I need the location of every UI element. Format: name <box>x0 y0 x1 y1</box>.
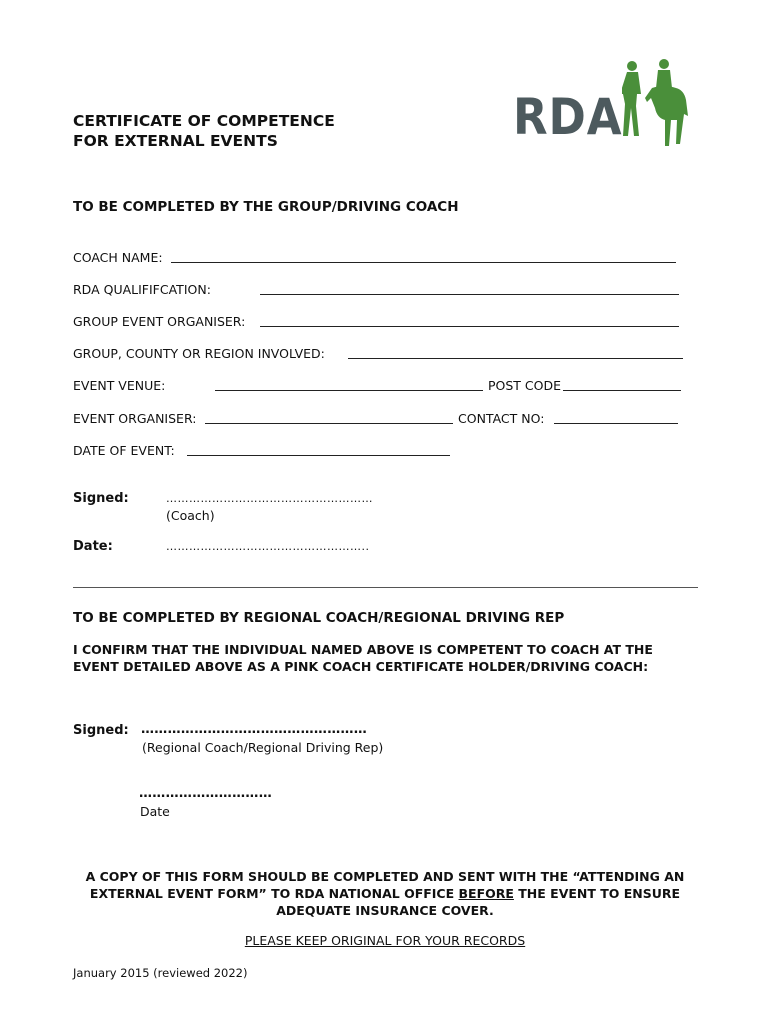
section2-heading: TO BE COMPLETED BY REGIONAL COACH/REGIONAL DRIVING REP <box>73 610 565 626</box>
coach-date-label: Date: <box>73 539 113 554</box>
event-venue-label: EVENT VENUE: <box>73 378 166 393</box>
insurance-notice <box>60 868 710 919</box>
event-organiser-field[interactable] <box>205 423 453 424</box>
regional-date-field[interactable]: ………………………… <box>139 786 272 801</box>
section1-heading: TO BE COMPLETED BY THE GROUP/DRIVING COACH <box>73 199 459 215</box>
date-of-event-field[interactable] <box>187 455 450 456</box>
regional-signed-label: Signed: <box>73 723 129 738</box>
notice-line-1: A COPY OF THIS FORM SHOULD BE COMPLETED AND SENT WITH THE “ATTENDING AN <box>85 869 685 884</box>
group-event-organiser-label: GROUP EVENT ORGANISER: <box>73 314 246 329</box>
coach-signature-field[interactable]: ……………………………………………… <box>166 492 373 505</box>
date-of-event-label: DATE OF EVENT: <box>73 443 175 458</box>
notice-line-2 <box>60 885 710 902</box>
notice-line-3: ADEQUATE INSURANCE COVER. <box>276 903 494 918</box>
section-divider <box>73 587 698 588</box>
contact-no-label: CONTACT NO: <box>458 411 545 426</box>
coach-name-field[interactable] <box>171 262 676 263</box>
document-title <box>73 111 335 151</box>
regional-signature-field[interactable]: …………………………………………… <box>141 722 368 737</box>
group-county-region-label: GROUP, COUNTY OR REGION INVOLVED: <box>73 346 325 361</box>
rda-logo-text: RDA <box>513 88 623 146</box>
coach-caption: (Coach) <box>166 508 215 523</box>
event-venue-field[interactable] <box>215 390 483 391</box>
coach-date-field[interactable]: …………………………………………….. <box>166 540 370 553</box>
confirm-line-2: EVENT DETAILED ABOVE AS A PINK COACH CERTIFICATE HOLDER/DRIVING COACH: <box>73 659 649 674</box>
confirm-line-1: I CONFIRM THAT THE INDIVIDUAL NAMED ABOVE IS COMPETENT TO COACH AT THE <box>73 642 653 657</box>
group-county-region-field[interactable] <box>348 358 683 359</box>
keep-original-note: PLEASE KEEP ORIGINAL FOR YOUR RECORDS <box>244 933 526 948</box>
post-code-label: POST CODE <box>488 378 562 393</box>
coach-signed-label: Signed: <box>73 491 129 506</box>
coach-name-label: COACH NAME: <box>73 250 163 265</box>
qualification-field[interactable] <box>260 294 679 295</box>
regional-caption: (Regional Coach/Regional Driving Rep) <box>142 740 384 755</box>
horse-rider-icon <box>622 58 690 150</box>
footer-date: January 2015 (reviewed 2022) <box>73 966 248 980</box>
qualification-label: RDA QUALIFIFCATION: <box>73 282 211 297</box>
notice-line-2-end: THE EVENT TO ENSURE <box>513 886 681 901</box>
notice-before-emphasis: BEFORE <box>458 886 514 901</box>
notice-line-2-start: EXTERNAL EVENT FORM” TO RDA NATIONAL OFFICE <box>89 886 459 901</box>
group-event-organiser-field[interactable] <box>260 326 679 327</box>
title-line-2: FOR EXTERNAL EVENTS <box>73 132 278 150</box>
title-line-1: CERTIFICATE OF COMPETENCE <box>73 112 335 130</box>
post-code-field[interactable] <box>563 390 681 391</box>
regional-date-caption: Date <box>140 804 170 819</box>
event-organiser-label: EVENT ORGANISER: <box>73 411 197 426</box>
contact-no-field[interactable] <box>554 423 678 424</box>
